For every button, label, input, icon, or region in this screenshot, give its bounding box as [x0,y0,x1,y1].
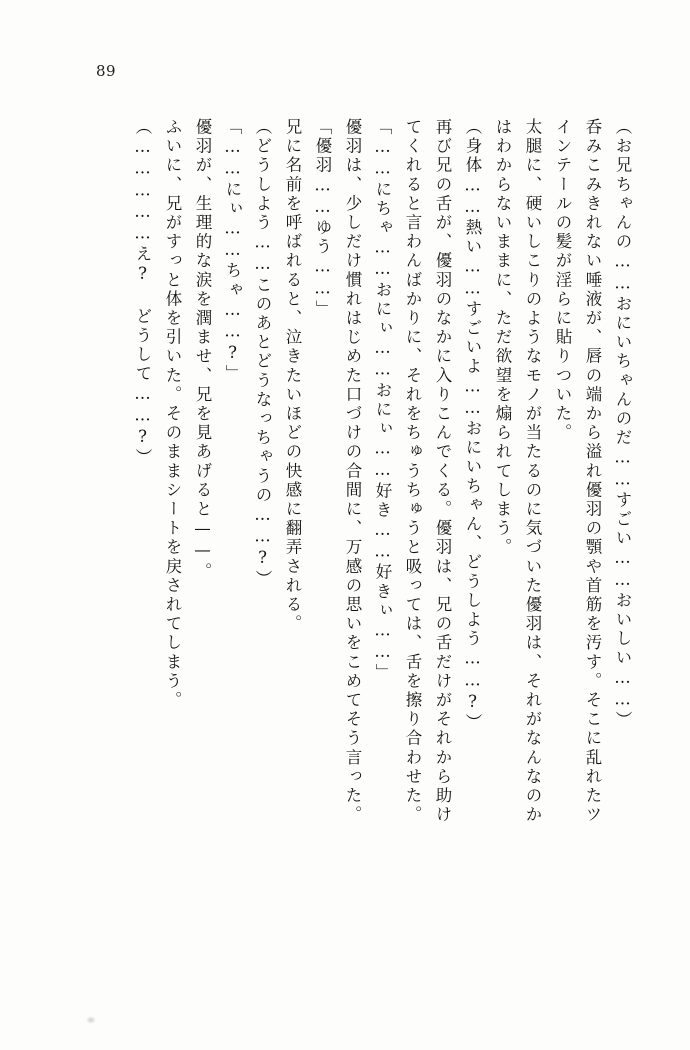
text-line: 「……にちゃ……おにぃ……おにぃ……好き……好きぃ……」 [373,118,392,683]
text-line: （……………え? どうして……?） [133,118,152,468]
text-line: インテールの髪が淫らに貼りついた。 [553,118,572,443]
text-line: てくれると言わんばかりに、それをちゅうちゅうと吸っては、舌を擦り合わせた。 [403,118,422,825]
vertical-text-body [60,118,630,998]
text-line: 再び兄の舌が、優羽のなかに入りこんでくる。優羽は、兄の舌だけがそれから助け [433,118,452,825]
text-line: （どうしよう……このあとどうなっちゃうの……?） [253,118,272,589]
text-line: 優羽が、生理的な涙を潤ませ、兄を見あげると——。 [193,118,212,582]
text-line: 「……にぃ……ちゃ……?」 [223,118,242,384]
text-line: 「優羽……ゆう……」 [313,118,332,319]
paper-smudge [86,1016,96,1024]
text-line: （お兄ちゃんの……おにいちゃんのだ……すごい……おいしい……） [613,118,632,731]
text-line: 太腿に、硬いしこりのようなモノが当たるのに気づいた優羽は、それがなんなのか [523,118,542,825]
text-line: ふいに、兄がすっと体を引いた。そのままシートを戻されてしまう。 [163,118,182,711]
text-line: 呑みこみきれない唾液が、唇の端から溢れ優羽の顎や首筋を汚す。そこに乱れたツ [583,118,602,825]
text-line: はわからないままに、ただ欲望を煽られてしまう。 [493,118,512,558]
text-line: 兄に名前を呼ばれると、泣きたいほどの快感に翻弄される。 [283,118,302,634]
text-line: 優羽は、少しだけ慣れはじめた口づけの合間に、万感の思いをこめてそう言った。 [343,118,362,825]
text-line: （身体……熱い……すごいよ……おにいちゃん、どうしよう……?） [463,118,482,733]
page-number: 89 [96,62,117,80]
